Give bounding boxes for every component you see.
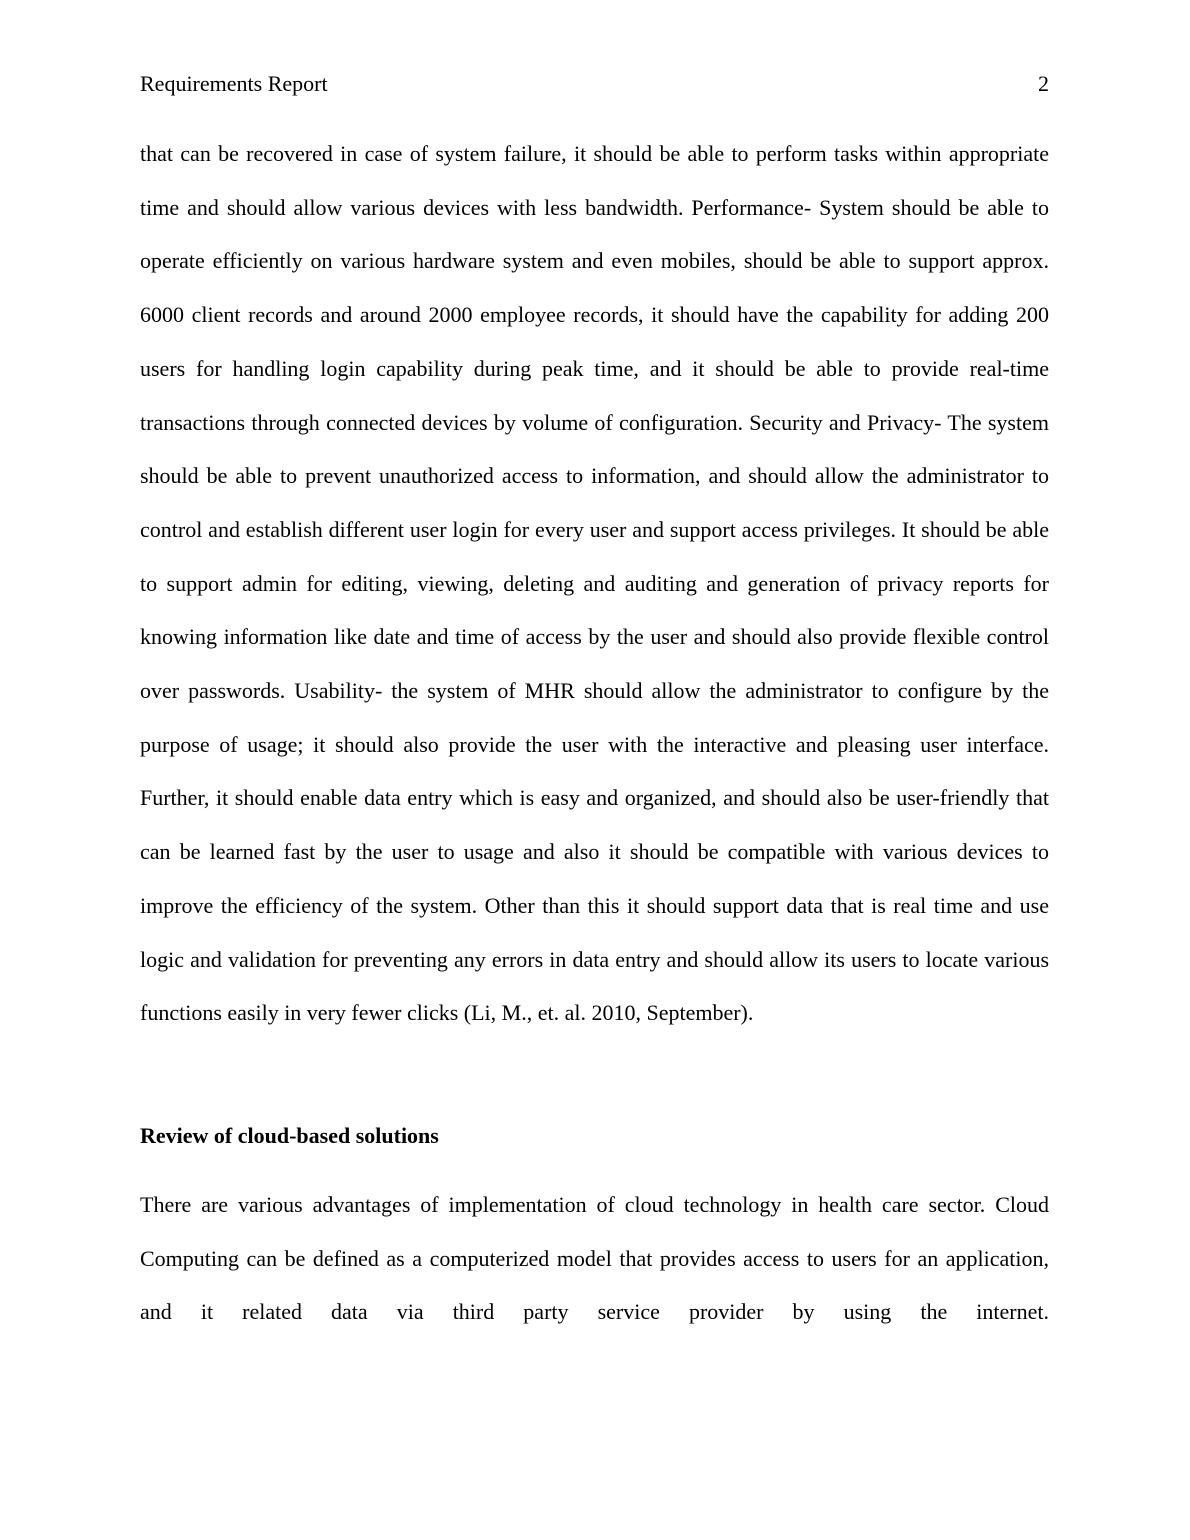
running-head: Requirements Report <box>140 71 328 96</box>
body-paragraph: There are various advantages of implementation of cloud technology in health care sector. Cloud Computing can be defined as a computerized model that provides access to users for an application, and it related data via third party service provider by using the internet. <box>140 1192 1049 1325</box>
page-number: 2 <box>1038 71 1049 96</box>
section-heading: Review of cloud-based solutions <box>140 1123 439 1148</box>
body-paragraph: that can be recovered in case of system failure, it should be able to perform tasks within appropriate time and should allow various devices with less bandwidth. Performance- System should be able to operate efficiently on various hardware system and even mobiles, should be able to support approx. 6000 client records and around 2000 employee records, it should have the capability for adding 200 users for handling login capability during peak time, and it should be able to provide real-time transactions through connected devices by volume of configuration. Security and Privacy- The system should be able to prevent unauthorized access to information, and should allow the administrator to control and establish different user login for every user and support access privileges. It should be able to support admin for editing, viewing, deleting and auditing and generation of privacy reports for knowing information like date and time of access by the user and should also provide flexible control over passwords. Usability- the system of MHR should allow the administrator to configure by the purpose of usage; it should also provide the user with the interactive and pleasing user interface. Further, it should enable data entry which is easy and organized, and should also be user-friendly that can be learned fast by the user to usage and also it should be compatible with various devices to improve the efficiency of the system. Other than this it should support data that is real time and use logic and validation for preventing any errors in data entry and should allow its users to locate various functions easily in very fewer clicks (Li, M., et. al. 2010, September). <box>140 141 1049 1026</box>
